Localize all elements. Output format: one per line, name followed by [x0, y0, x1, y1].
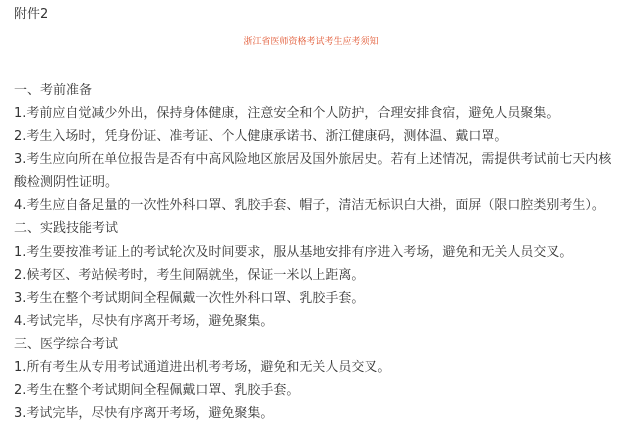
paragraph-line: 3.考试完毕，尽快有序离开考场，避免聚集。 [14, 406, 274, 421]
section-heading-comprehensive-exam: 三、医学综合考试 [14, 337, 119, 352]
paragraph-line: 1.考生要按准考证上的考试轮次及时间要求，服从基地安排有序进入考场，避免和无关人员交叉。 [14, 245, 573, 260]
paragraph-line: 4.考生应自备足量的一次性外科口罩、乳胶手套、帽子，清洁无标识白大褂，面屏（限口腔类别考生）。 [14, 198, 605, 213]
document-title: 浙江省医师资格考试考生应考须知 [243, 37, 379, 47]
paragraph-line: 3.考生在整个考试期间全程佩戴一次性外科口罩、乳胶手套。 [14, 291, 365, 306]
paragraph-line: 4.考试完毕，尽快有序离开考场，避免聚集。 [14, 314, 274, 329]
paragraph-line: 1.考前应自觉减少外出，保持身体健康，注意安全和个人防护，合理安排食宿，避免人员聚集。 [14, 106, 560, 121]
paragraph-line: 3.考生应向所在单位报告是否有中高风险地区旅居及国外旅居史。若有上述情况，需提供考试前七天内核 [14, 152, 612, 167]
section-heading-preparation: 一、考前准备 [14, 83, 93, 98]
paragraph-line: 酸检测阴性证明。 [14, 175, 119, 190]
paragraph-line: 2.候考区、考站候考时，考生间隔就坐，保证一米以上距离。 [14, 268, 365, 283]
attachment-label: 附件2 [14, 7, 49, 22]
paragraph-line: 2.考生入场时，凭身份证、准考证、个人健康承诺书、浙江健康码，测体温、戴口罩。 [14, 129, 508, 144]
section-heading-practical-exam: 二、实践技能考试 [14, 221, 119, 236]
paragraph-line: 2.考生在整个考试期间全程佩戴口罩、乳胶手套。 [14, 383, 300, 398]
paragraph-line: 1.所有考生从专用考试通道进出机考考场，避免和无关人员交叉。 [14, 360, 391, 375]
